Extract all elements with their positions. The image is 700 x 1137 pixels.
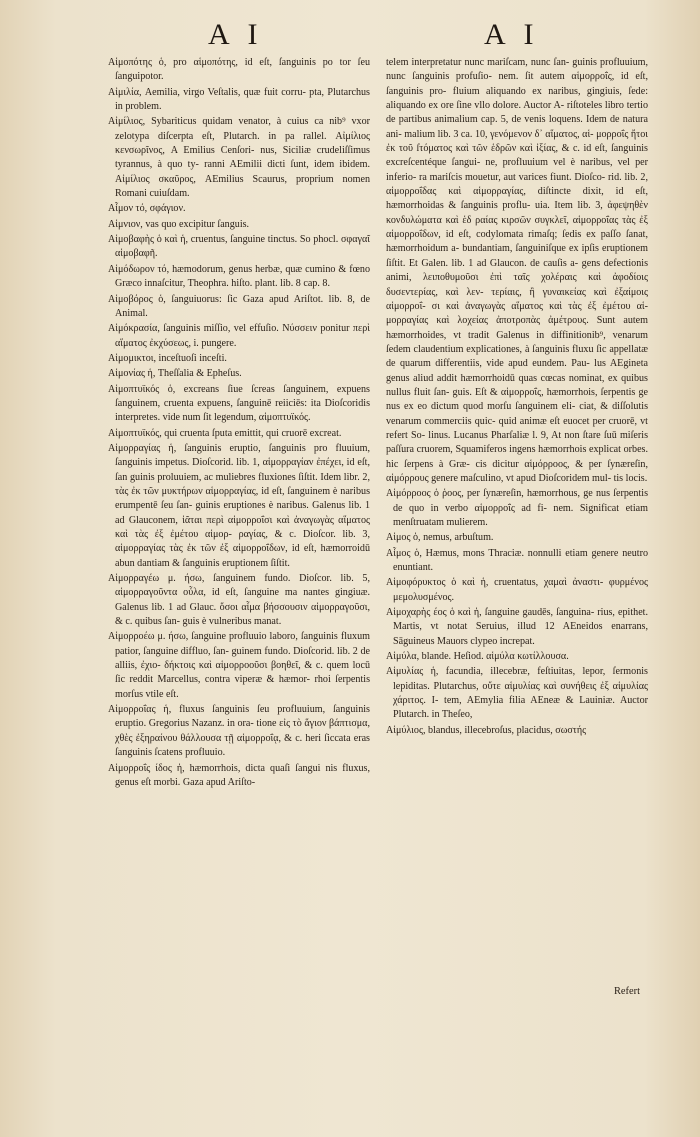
dictionary-entry: Αἱμόκρασία, ſanguinis miſſio, vel effuſio. Νύσσειν ponitur περὶ αἵματος ἐκχύσεως, i. pungere.: [108, 323, 370, 349]
dictionary-entry: Αἱμυλίας ἡ, facundia, illecebræ, feſtiuitas, lepor, ſermonis lepiditas. Plutarchus, οὔτε αἱμυλίας καὶ συνήθεις ἐξ αἱμυλίας χάριτος. I- tem, AEmylia filia AEneæ & Lauiniæ. Auctor Plutarch. in Theſeo,: [386, 666, 648, 721]
dictionary-entry: Αἱμόρροος ὁ ῥοος, per ſynæreſin, hæmorrhous, ge nus ſerpentis de quo in verbo αἱμορροΐς ad fi- nem. Significat etiam menſtruatam mulierem.: [386, 488, 648, 528]
dictionary-entry: Αἷμος ὁ, Hæmus, mons Thraciæ. nonnulli etiam genere neutro enuntiant.: [386, 547, 648, 574]
dictionary-entry: Αἱμοφόρυκτος ὁ καὶ ἡ, cruentatus, χαμαὶ ἀναστι- φυρμένος μεμολυσμένος.: [386, 577, 648, 603]
dictionary-entry: Αἱμομικτοι, inceſtuoſi inceſti.: [108, 352, 227, 364]
right-column: [386, 56, 648, 739]
running-header: [0, 18, 700, 58]
dictionary-entry: Αἱμοβόρος ὁ, ſanguiuorus: ſic Gaza apud Ariſtot. lib. 8, de Animal.: [108, 293, 370, 319]
dictionary-entry: Αἱμοπτυϊκός ὁ, excreans ſiue ſcreas ſanguinem, expuens ſanguinem, cruenta expuens, ſanguinē reiiciēs: ita Dioſcoridis interpretes. vide num ſit legendum, αἱμοπτυϊκός.: [108, 383, 370, 424]
dictionary-entry: Αἱμορραγέω μ. ήσω, ſanguinem fundo. Dioſcor. lib. 5, αἱμορραγοῦντα οὖλα, id eſt, ſanguine ma nantes gingiuæ. Galenus lib. 1 ad Glauc. ὅσοι αἷμα βήσσουσιν αἱμορραγοῦσι, & c. quibus ſan- guis è vulneribus manat.: [108, 573, 370, 628]
dictionary-entry: Αἰμιλία, Aemilia, virgo Veſtalis, quæ fuit corru- pta, Plutarchus in problem.: [108, 86, 370, 113]
dictionary-entry: Αἱμοβαφὴς ὁ καὶ ἡ, cruentus, ſanguine tinctus. So phocl. σφαγαῖ αἱμοβαφῆ.: [108, 234, 370, 260]
dictionary-entry: Αἱμορροΐς ίδος ἡ, hæmorrhois, dicta quaſi ſangui nis fluxus, genus eſt morbi. Gaza apud Ariſto-: [108, 762, 370, 788]
catchword: Refert: [614, 986, 640, 997]
dictionary-entry: Αἱμονίας ἡ, Theſſalia & Epheſus.: [108, 368, 242, 380]
dictionary-entry: Αἱμορροέω μ. ήσω, ſanguine profluuio laboro, ſanguinis fluxum patior, ſanguine diffluo, ſan- guinem fundo. Dioſcorid. lib. 2 de alliis, ἐχιο- δήκτοις καὶ αἱμορροοῦσι βοηθεῖ, & c. quem locū ſic reddit Marcellus, contra viperæ & hæmor- rhoi ſerpentis morſus vtile eſt.: [108, 631, 370, 700]
dictionary-entry: Αἱμορροΐας ἡ, fluxus ſanguinis ſeu profluuium, ſanguinis eruptio. Gregorius Nazanz. in ora- tione εἰς τὸ ἅγιον βάπτισμα, χθὲς ἐξηραίνου θάλλουσα τῇ αἱμορροΐᾳ, & c. heri ſiccata eras ſanguinis ſcatens profluuio.: [108, 704, 370, 759]
dictionary-entry: Αἷμον τό, σφάγιον.: [108, 203, 186, 215]
dictionary-entry: Αἱμόδωρον τό, hæmodorum, genus herbæ, quæ cumino & fœno Græco innaſcitur, Theophra. hiſto. plant. lib. 8 cap. 8.: [108, 263, 370, 290]
left-column-heading: A I: [208, 18, 264, 51]
dictionary-entry: Αἱμορραγίας ἡ, ſanguinis eruptio, ſanguinis pro fluuium, ſanguinis impetus. Dioſcorid. lib. 1, αἱμορραγίαν ἐπέχει, id eſt, ſan guinis proluuiem, ac muliebres fluxiones ſiſtit. Idem libr. 2, τὰς ἐκ τῶν μυκτήρων αἱμορραγίας, id eſt, ſanguinem è naribus erumpentē ſeu ſan- guinis eruptiones è naribus. Galenus lib. 1 ad Glauconem, ἰᾶται περὶ αἱμορροΐσι καὶ ἀναγωγὰς αἵματος καὶ τὰς ἐξ ἐμέτου αἱμορ- ραγίας, & c. Dioſcor. lib. 3, αἱμορραγίας τὰς ἐκ τῶν ἐξ αἱμορροΐδων, id eſt, hæmorroidū abun dantiam & ſanguinis eruptionem ſiſtit.: [108, 442, 370, 569]
dictionary-entry-continued: telem interpretatur nunc mariſcam, nunc ſan- guinis profluuium, nunc ſanguinis profuſio- nem. ſit autem αἱμορροΐς, id eſt, ſanguinis pro- fluium aliquando ex naribus, gingiuis, ſede: aliquando ex ore ſine vllo dolore. Auctor A- riſtoteles libro tertio de partibus animalium cap. 5, de venis loquens. Idem de natura ani- malium lib. 3 ca. 10, γενόμενον δ᾽ αἵματος, αἱ- μορροΐς ἤτοι ἐκ τοῦ ſτόματος καὶ τῶν ἑδρῶν καὶ ἰξίας, & c. id eſt, ſanguinis excreſcentéque ſangui- ne, profluuium vel è naribus, vel per inferio- ra mariſcis mouetur, aut varices fiunt. Dioſco- rid. lib. 2, αἱμορροΐδας καὶ αἱμορραγίας, diſtincte dixit, id eſt, hæmorrhoidas & ſanguinis proflu- uia. Item lib. 3, ἀφεψηθὲν κονδυλώματα καὶ ἑδ ραίας κιρσῶν συγκλεῖ, αἱμορροΐας τὰς ἐξ αἱμορροΐδων, id eſt, codylomata rimaſq; ſedis ex paſſo ſanat, hæmorrhoidum a- bundantiam, ſanguiniſque ex ipſis eruptionem ſiſtit. Et Galen. lib. 1 ad Glaucon. de cauſis a- gens defectionis animi, λειποθυμοῦσι ἐπὶ ταῖς χολέραις καὶ ἀφοδίοις δυσεντερίας, καὶ λεν- τερίαις, ἢ γυναικείας καὶ ἐξαίμοις αἱμορροΐ- σι καὶ ἀναγωγὰς αἵματος καὶ τὰς ἐξ ἐμέτου αἱ- μορραγίας καὶ λοχείας ἀποτροπὰς ἀμέτρους. Sunt autem hæmorrhoides, vt tradit Galenus in diffinitionib⁹, venarum ſedem claudentium explicationes, à ſanguinis fluxu ſic appellatæ de quarum differentiis, vide apud eundem. Pau- lus AEgineta genus aliud addit hæmorrhoidū quas cœcas nominat, ex quibus nullus fluit ſan- guis. Eſt & αἱμορροΐς, hæmorrhois, ſerpentis ge nus ex eo dictum quod morſu ſanguinem eli- ciat, & diſſolutis venarum commerciis quic- quid animæ eſt euocet per cruorē, vt refert So- linus. Lucanus Pharſaliæ l. 9, At non ſtare ſuū miſeris paſſura cruorem, Squamiferos ingens hæmorrhois explicat orbes. hic ſerpens à Græ- cis dicitur αἱμόρροος, & per ſynæreſin, αἱμόρρους genere maſculino, vt apud Dioſcoridem mul- tis locis.: [386, 57, 648, 484]
dictionary-entry: Αἰμίλιος, Sybariticus quidam venator, à cuius ca nib⁹ vxor zelotypa diſcerpta eſt, Plutarch. in pa rallel. Αἰμίλιος κενσωρῖνος, A Emilius Cenſori- nus, Siciliæ crudeliſſimus tyrannus, à quo ty- ranni AEmilii dicti ſunt, idem ibidem. Αἰμίλιος σκαῦρος, AEmilius Scaurus, proprium nomen Romani cuiuſdam.: [108, 116, 370, 200]
right-column-heading: A I: [484, 18, 540, 51]
dictionary-entry: Αἱμοπότης ὁ, pro αἱμοπότης, id eſt, ſanguinis po tor ſeu ſanguipotor.: [108, 57, 370, 83]
dictionary-entry: Αἱμύλιος, blandus, illecebroſus, placidus, σωστής: [386, 724, 587, 736]
dictionary-entry: Αἱμνιον, vas quo excipitur ſanguis.: [108, 218, 250, 230]
left-column: [108, 56, 370, 791]
dictionary-entry: Αἱμύλα, blande. Heſiod. αἱμύλα κωτίλλουσα.: [386, 651, 569, 663]
dictionary-entry: Αἱμοχαρὴς έος ὁ καὶ ἡ, ſanguine gaudēs, ſanguina- rius, epithet. Martis, vt notat Seruius, illud 12 AEneidos enarrans, Sāguineus Mauors clypeo increpat.: [386, 607, 648, 647]
dictionary-entry: Αἱμος ὁ, nemus, arbuſtum.: [386, 532, 494, 544]
dictionary-entry: Αἱμοπτυϊκός, qui cruenta ſputa emittit, qui cruorē excreat.: [108, 427, 342, 439]
